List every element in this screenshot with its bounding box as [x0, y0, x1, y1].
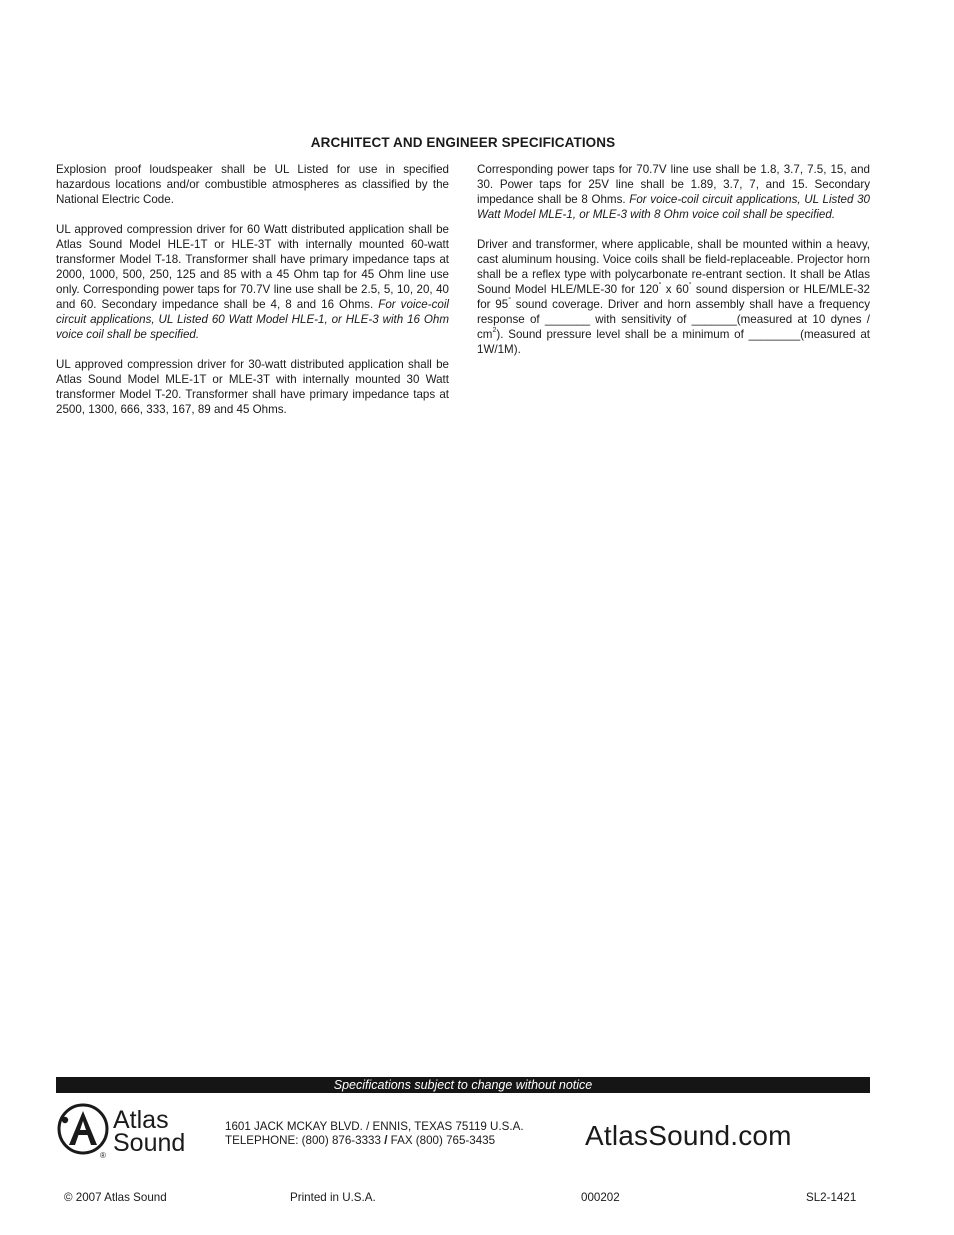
degree-symbol: ° [688, 282, 692, 289]
document-number: SL2-1421 [806, 1191, 857, 1204]
logo-word-atlas: Atlas [113, 1106, 169, 1134]
page-title: ARCHITECT AND ENGINEER SPECIFICATIONS [310, 135, 616, 150]
fax: FAX (800) 765-3435 [390, 1134, 496, 1147]
paragraph-text: x 60 [661, 283, 689, 296]
degree-symbol: ° [508, 297, 512, 304]
street-address: 1601 JACK MCKAY BLVD. / ENNIS, TEXAS 75119 U.S.A. [225, 1120, 524, 1133]
document-code: 000202 [581, 1191, 620, 1204]
paragraph-explosion-proof: Explosion proof loudspeaker shall be UL Listed for use in specified hazardous locations and/or combustible atmospheres as classified by the National Electric Code. [56, 163, 449, 206]
telephone: TELEPHONE: (800) 876-3333 [225, 1134, 381, 1147]
italic-note: For voice-coil circuit applications, UL Listed 30 Watt Model MLE-1, or MLE-3 with 8 Ohm voice coil shall be specified. [477, 193, 870, 221]
paragraph-text: Corresponding power taps for 70.7V line use shall be 1.8, 3.7, 7.5, 15, and 30. Power taps for 25V line shall be 1.89, 3.7, 7, and 15. Secondary impedance shall be 8 Ohms. [477, 163, 870, 206]
left-column [56, 162, 449, 432]
logo-word-sound: Sound [113, 1129, 186, 1157]
paragraph-housing-horn [477, 237, 870, 357]
paragraph-text: sound dispersion or HLE/MLE-32 for 95 [477, 283, 871, 311]
paragraph-text: ). Sound pressure level shall be a minimum of ________(measured at 1W/1M). [477, 328, 870, 356]
paragraph-text: sound coverage. Driver and horn assembly shall have a frequency response of _______ with sensitivity of _______(measured at 10 dynes / cm [477, 298, 870, 341]
contact-numbers [225, 1134, 524, 1148]
website-link[interactable]: AtlasSound.com [585, 1120, 792, 1151]
company-address [225, 1120, 524, 1148]
degree-symbol: ° [658, 282, 662, 289]
paragraph-60-watt-driver [56, 222, 449, 342]
atlas-sound-logo [55, 1102, 215, 1160]
atlas-logo-icon [55, 1102, 215, 1160]
separator: / [384, 1134, 388, 1147]
notice-bar: Specifications subject to change without notice [56, 1077, 870, 1093]
italic-note: For voice-coil circuit applications, UL Listed 60 Watt Model HLE-1, or HLE-3 with 16 Ohm voice coil shall be specified. [56, 298, 449, 341]
paragraph-30-watt-driver: UL approved compression driver for 30-watt distributed application shall be Atlas Sound Model MLE-1T or MLE-3T with internally mounted 30 Watt transformer Model T-20. Transformer shall have primary impedance taps at 2500, 1300, 666, 333, 167, 89 and 45 Ohms. [56, 358, 449, 416]
paragraph-text: Driver and transformer, where applicable, shall be mounted within a heavy, cast aluminum housing. Voice coils shall be field-replaceable. Projector horn shall be a reflex type with polycarbonate re-entrant section. It shall be Atlas Sound Model HLE/MLE-30 for 120 [477, 238, 870, 296]
copyright: © 2007 Atlas Sound [64, 1191, 167, 1204]
superscript-2: 2 [492, 327, 497, 334]
paragraph-text: UL approved compression driver for 60 Watt distributed application shall be Atlas Sound Model HLE-1T or HLE-3T with internally mounted 60-watt transformer Model T-18. Transformer shall have primary impedance taps at 2000, 1000, 500, 250, 125 and 85 with a 45 Ohm tap for 45 Ohm line use only. Corresponding power taps for 70.7V line use shall be 2.5, 5, 10, 20, 40 and 60. Secondary impedance shall be 4, 8 and 16 Ohms. [56, 223, 449, 311]
registered-mark: ® [100, 1151, 106, 1160]
paragraph-power-taps [477, 162, 870, 222]
right-column [477, 162, 870, 372]
printed-in: Printed in U.S.A. [290, 1191, 376, 1204]
